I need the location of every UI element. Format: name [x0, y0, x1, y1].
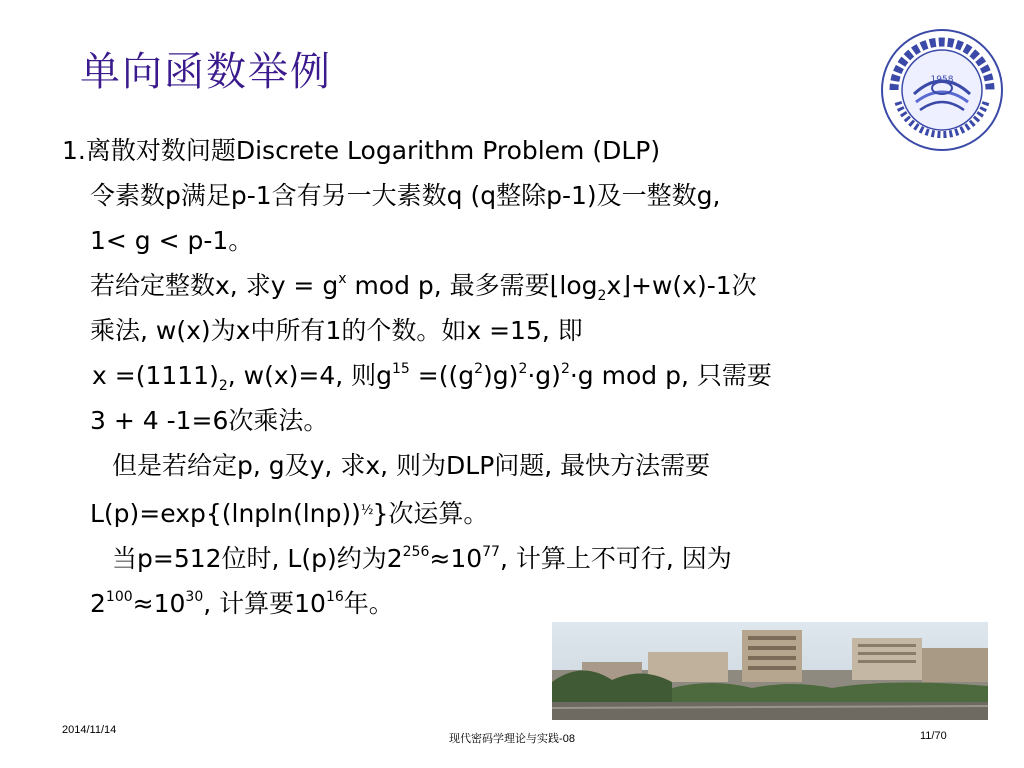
text-span: 2 — [90, 589, 106, 618]
text-span: , 计算上不可行, 因为 — [499, 544, 732, 573]
superscript: x — [338, 271, 347, 287]
text-span: =((g — [409, 361, 475, 390]
line-range — [62, 218, 962, 263]
footer-page-number: 11/70 — [920, 730, 947, 742]
campus-photo — [552, 622, 988, 720]
subscript: 2 — [597, 288, 607, 304]
line-512bit — [62, 536, 962, 581]
fraction-exponent: ½ — [360, 503, 373, 518]
subscript: 2 — [218, 378, 228, 394]
text-span: 1.离散对数问题Discrete Logarithm Problem (DLP) — [62, 136, 661, 165]
slide-body — [62, 128, 962, 626]
text-span: x =(1111) — [92, 361, 219, 390]
text-span: ≈10 — [429, 544, 483, 573]
line-years — [62, 581, 962, 626]
text-span: 当p=512位时, L(p)约为2 — [112, 544, 403, 573]
text-span: x⌋+w(x)-1次 — [606, 271, 757, 300]
line-dlp-problem — [62, 443, 962, 488]
superscript: 15 — [392, 361, 410, 377]
superscript: 77 — [482, 544, 500, 560]
superscript: 100 — [105, 589, 133, 605]
text-span: ·g mod p, 只需要 — [569, 361, 772, 390]
superscript: 16 — [325, 589, 344, 605]
text-span: )g) — [483, 361, 519, 390]
text-span: 乘法, w(x)为x中所有1的个数。如x =15, 即 — [90, 316, 583, 345]
footer-date: 2014/11/14 — [62, 724, 117, 736]
line-dlp-heading — [62, 128, 962, 173]
superscript: 256 — [402, 544, 430, 560]
text-span: 但是若给定p, g及y, 求x, 则为DLP问题, 最快方法需要 — [112, 451, 711, 480]
line-example — [62, 353, 962, 398]
text-span: 3 + 4 -1=6次乘法。 — [90, 406, 329, 435]
footer-course-title: 现代密码学理论与实践-08 — [449, 733, 575, 745]
superscript: 30 — [185, 589, 204, 605]
line-prime-def — [62, 173, 962, 218]
line-multiplication — [62, 308, 962, 353]
text-span: mod p, 最多需要⌊log — [346, 271, 598, 300]
text-span: 若给定整数x, 求y = g — [90, 271, 339, 300]
text-span: 令素数p满足p-1含有另一大素数q (q整除p-1)及一整数g, — [90, 181, 721, 210]
superscript: 2 — [518, 361, 528, 377]
superscript: 2 — [560, 361, 570, 377]
text-span: 年。 — [343, 589, 394, 618]
line-given-x — [62, 263, 962, 308]
line-six-mult — [62, 398, 962, 443]
text-span: 1< g < p-1。 — [90, 226, 254, 255]
text-span: }次运算。 — [372, 499, 489, 528]
slide-title: 单向函数举例 — [80, 49, 332, 95]
text-span: , w(x)=4, 则g — [227, 361, 393, 390]
superscript: 2 — [474, 361, 484, 377]
seal-year-text: 1958 — [930, 75, 954, 85]
text-span: L(p)=exp{(lnpln(lnp)) — [90, 499, 361, 528]
text-span: ·g) — [527, 361, 561, 390]
text-span: , 计算要10 — [203, 589, 326, 618]
text-span: ≈10 — [132, 589, 186, 618]
line-complexity — [62, 488, 962, 536]
